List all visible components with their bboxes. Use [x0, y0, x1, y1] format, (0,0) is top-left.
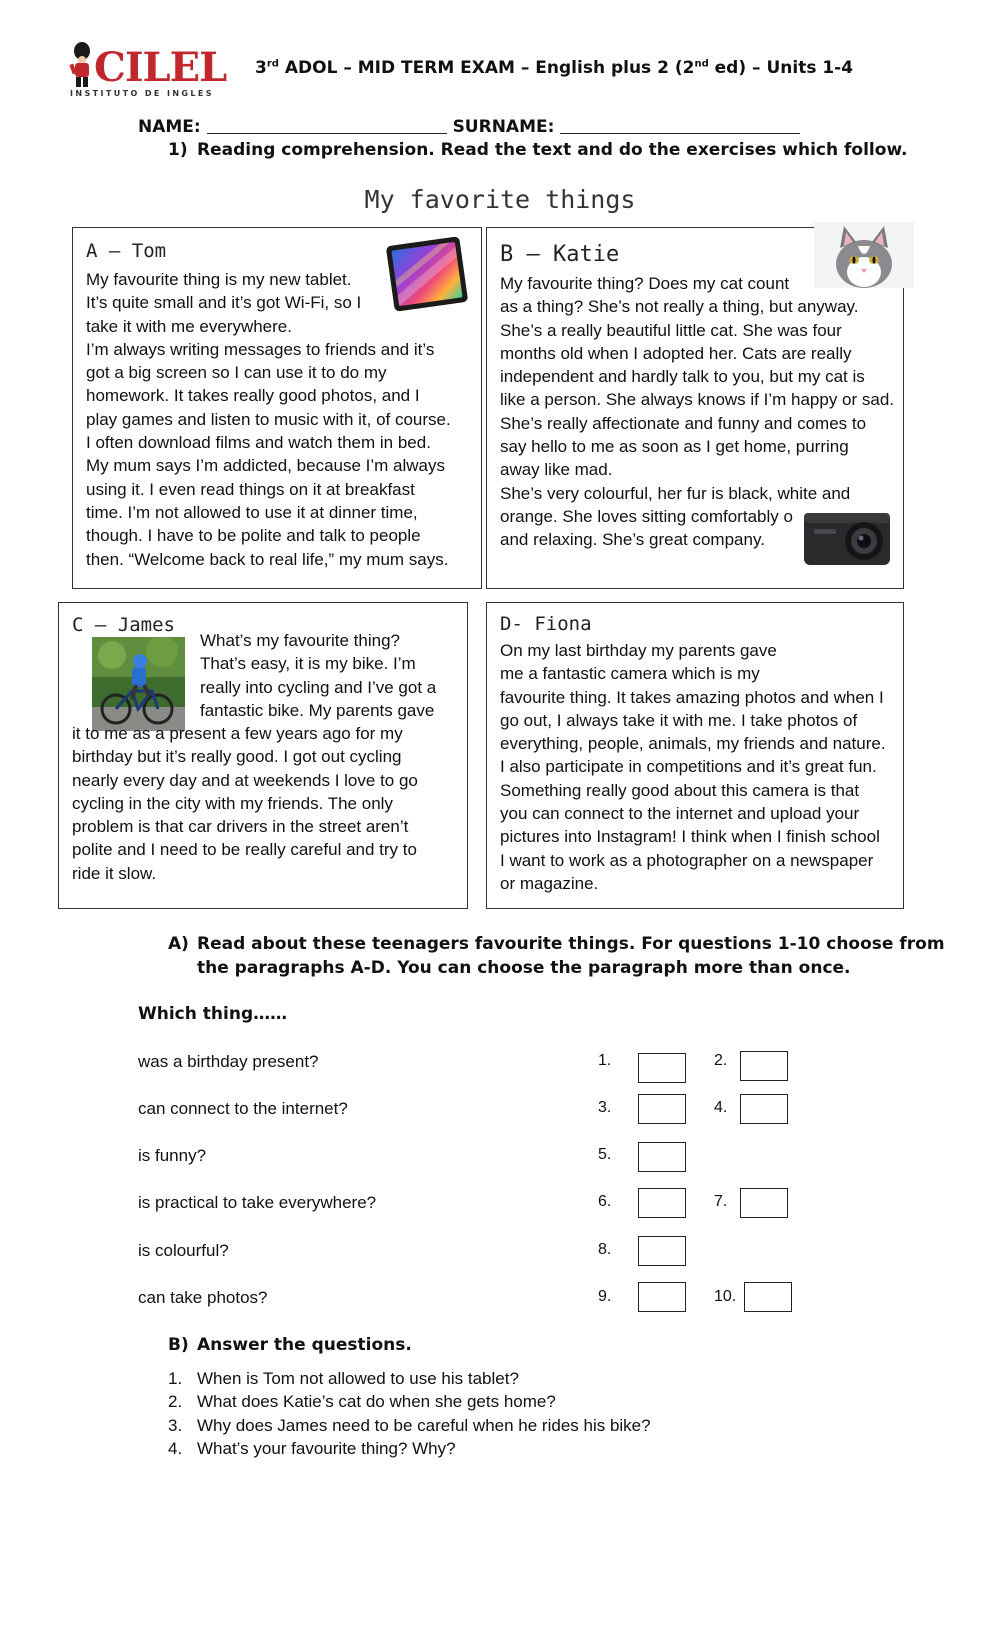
cilel-logo [68, 42, 227, 102]
surname-label: SURNAME: [452, 117, 555, 137]
question-text: can take photos? [138, 1288, 268, 1307]
answer-box-6[interactable] [638, 1188, 686, 1218]
paragraph-b-label: B – Katie [500, 242, 620, 267]
question-text: is colourful? [138, 1241, 229, 1260]
camera-image [802, 511, 892, 567]
question-number: 4. [714, 1099, 728, 1116]
question-number: 8. [598, 1241, 612, 1258]
reading-instruction: 1) Reading comprehension. Read the text and do the exercises which follow. [168, 140, 908, 160]
question-number: 5. [598, 1146, 612, 1163]
paragraph-a-label: A – Tom [86, 240, 167, 262]
open-question: 2. What does Katie’s cat do when she gets home? [168, 1392, 556, 1411]
answer-box-8[interactable] [638, 1236, 686, 1266]
paragraph-b-text: My favourite thing? Does my cat count as a thing? She’s not really a thing, but anyway. She’s a really beautiful little cat. She was four months old when I adopted her. Cats are really independent and hardly talk to you, but my cat is like a person. She always knows if I’m happy or sad. She’s really affectionate and funny and comes to say hello to me as soon as I get home, purring away like mad. She’s very colourful, her fur is black, white and orange. She loves sitting comfortably o and relaxing. She’s great company. [500, 274, 895, 550]
question-number: 10. [714, 1288, 737, 1305]
question-text: can connect to the internet? [138, 1099, 348, 1118]
exercise-a-instruction: A) Read about these teenagers favourite things. For questions 1-10 choose from the paragraphs A-D. You can choose the paragraph more than once. [168, 934, 945, 978]
answer-box-5[interactable] [638, 1142, 686, 1172]
question-text: is funny? [138, 1146, 207, 1165]
answer-box-10[interactable] [744, 1282, 792, 1312]
open-question: 4. What’s your favourite thing? Why? [168, 1439, 456, 1458]
name-row [138, 117, 800, 137]
answer-box-9[interactable] [638, 1282, 686, 1312]
question-number: 1. [598, 1052, 612, 1069]
question-text: was a birthday present? [138, 1052, 319, 1071]
open-question: 1. When is Tom not allowed to use his tablet? [168, 1369, 519, 1388]
name-label: NAME: [138, 117, 201, 137]
logo-subtitle: INSTITUTO DE INGLES [70, 89, 214, 98]
paragraph-d-label: D- Fiona [500, 613, 592, 635]
answer-box-3[interactable] [638, 1094, 686, 1124]
question-text: is practical to take everywhere? [138, 1193, 377, 1212]
logo-wordmark: CILEL [94, 44, 227, 91]
question-number: 7. [714, 1193, 728, 1210]
guard-icon [68, 42, 96, 88]
question-number: 9. [598, 1288, 612, 1305]
answer-box-7[interactable] [740, 1188, 788, 1218]
paragraph-d-text: On my last birthday my parents gave me a fantastic camera which is my favourite thing. It takes amazing photos and when I go out, I always take it with me. I take photos of everything, people, animals, my friends and nature. I also participate in competitions and it’s great fun. Something really good about this camera is that you can connect to the internet and upload your pictures into Instagram! I think when I finish school I want to work as a photographer on a newspaper or magazine. [500, 641, 886, 893]
exercise-b-heading: B) Answer the questions. [168, 1335, 412, 1355]
surname-field[interactable] [560, 117, 800, 134]
bike-image [92, 637, 185, 731]
page-title: My favorite things [364, 185, 636, 214]
answer-box-2[interactable] [740, 1051, 788, 1081]
open-question: 3. Why does James need to be careful when he rides his bike? [168, 1416, 651, 1435]
exam-title: 3rd ADOL – MID TERM EXAM – English plus 2 (2nd ed) – Units 1-4 [255, 58, 854, 78]
question-number: 2. [714, 1052, 728, 1069]
question-number: 6. [598, 1193, 612, 1210]
which-thing-heading: Which thing…… [138, 1004, 288, 1024]
answer-box-4[interactable] [740, 1094, 788, 1124]
question-number: 3. [598, 1099, 612, 1116]
paragraph-c-text: it to me as a present a few years ago for my birthday but it’s really good. I got out cycling nearly every day and at weekends I love to go cycling in the city with my friends. The only problem is that car drivers in the street aren’t polite and I need to be really careful and try to ride it slow. [72, 724, 418, 883]
paragraph-c-label: C – James [72, 614, 175, 636]
name-field[interactable] [207, 117, 447, 134]
answer-box-1[interactable] [638, 1053, 686, 1083]
paragraph-a-text: My favourite thing is my new tablet. It’s quite small and it’s got Wi-Fi, so I take it with me everywhere. I’m always writing messages to friends and it’s got a big screen so I can use it to do my homework. It takes really good photos, and I play games and listen to music with it, of course. I often download films and watch them in bed. My mum says I’m addicted, because I’m always using it. I even read things on it at breakfast time. I’m not allowed to use it at dinner time, though. I have to be polite and talk to people then. “Welcome back to real life,” my mum says. [86, 270, 451, 569]
tablet-image [384, 231, 470, 317]
paragraph-c-text-top: What’s my favourite thing? That’s easy, it is my bike. I’m really into cycling and I’ve got a fantastic bike. My parents gave [200, 631, 437, 720]
